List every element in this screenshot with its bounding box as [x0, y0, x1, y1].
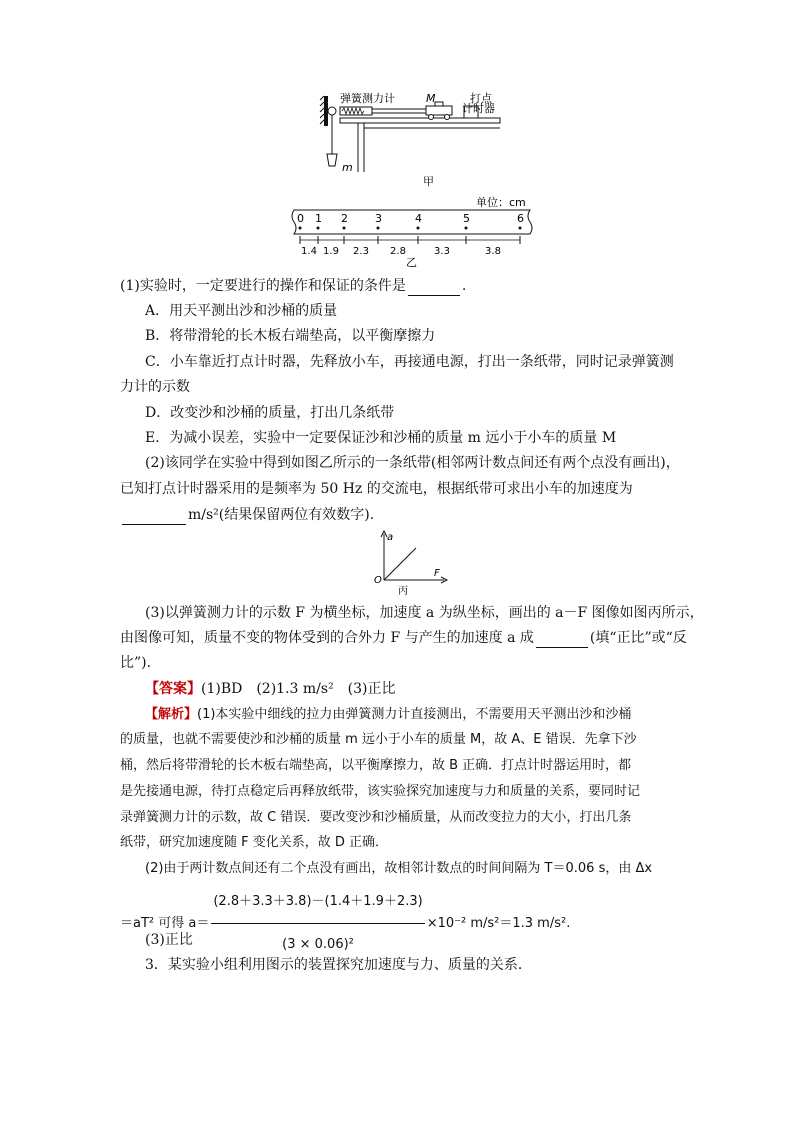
q1-stem: (1)实验时，一定要进行的操作和保证的条件是 .	[120, 278, 467, 294]
tape-point-label: 2	[341, 212, 348, 225]
figure-bing-caption: 丙	[398, 586, 408, 597]
cart-icon	[426, 106, 452, 115]
tape-point-label: 1	[315, 212, 322, 225]
tape-unit-label: 单位：cm	[476, 196, 526, 209]
figure-yi-tape	[286, 196, 540, 268]
analysis-line-1: 【解析】(1)本实验中细线的拉力由弹簧测力计直接测出，不需要用天平测出沙和沙桶	[145, 707, 632, 722]
tape-point-label: 6	[517, 212, 524, 225]
tape-segment-label: 3.3	[434, 246, 450, 257]
wall-icon	[320, 96, 328, 126]
analysis-line-2: 的质量，也就不需要使沙和沙桶的质量 m 远小于小车的质量 M，故 A、E 错误．先拿下沙	[120, 732, 637, 747]
q2-answer-blank[interactable]	[122, 510, 186, 525]
tape-segment-label: 2.3	[353, 246, 369, 257]
q2-line1: (2)该同学在实验中得到如图乙所示的一条纸带(相邻两计数点间还有两个点没有画出)，	[145, 455, 680, 471]
tape-point-label: 0	[297, 212, 304, 225]
q3-line3: 比”).	[120, 655, 152, 671]
svg-text:F: F	[434, 568, 440, 579]
spring-scale-label: 弹簧测力计	[340, 92, 395, 105]
tape-segment-label: 1.4	[301, 246, 317, 257]
q3-answer-blank[interactable]	[536, 633, 588, 648]
q1-option-b: B．将带滑轮的长木板右端垫高，以平衡摩擦力	[145, 328, 436, 344]
q2-line3: m/s²(结果保留两位有效数字).	[120, 505, 680, 525]
sand-bucket-icon	[327, 154, 337, 166]
analysis-part3: (3)正比	[145, 932, 193, 948]
q1-option-d: D．改变沙和沙桶的质量，打出几条纸带	[145, 405, 395, 421]
svg-text:M: M	[426, 92, 436, 105]
tape-segment-label: 1.9	[323, 246, 339, 257]
tape-point-label: 3	[375, 212, 382, 225]
tape-segment-label: 2.8	[390, 246, 406, 257]
q1-option-e: E．为减小误差，实验中一定要保证沙和沙桶的质量 m 远小于小车的质量 M	[145, 430, 617, 446]
answer-tag: 【答案】	[145, 681, 201, 697]
tape-dot	[299, 227, 302, 230]
figure-yi-caption: 乙	[406, 256, 417, 268]
a-f-line	[384, 548, 416, 580]
tape-dot	[377, 227, 380, 230]
answer-line: 【答案】(1)BD (2)1.3 m/s² (3)正比	[145, 681, 396, 697]
q2-line2: 已知打点计时器采用的是频率为 50 Hz 的交流电，根据纸带可求出小车的加速度为	[120, 481, 633, 497]
tape-segment-label: 3.8	[485, 246, 501, 257]
long-board	[340, 118, 500, 123]
svg-text:O: O	[374, 575, 382, 586]
pulley-left-icon	[328, 107, 336, 115]
tape-dot	[465, 227, 468, 230]
figure-jia-apparatus	[318, 92, 518, 192]
tape-dot	[317, 227, 320, 230]
tape-dot	[343, 227, 346, 230]
analysis-line-3: 桶，然后将带滑轮的长木板右端垫高，以平衡摩擦力，故 B 正确．打点计时器运用时，都	[120, 758, 632, 773]
svg-text:a: a	[387, 532, 394, 543]
next-question: 3．某实验小组利用图示的装置探究加速度与力、质量的关系．	[145, 957, 532, 973]
analysis-line-4: 是先接通电源，待打点稳定后再释放纸带，该实验探究加速度与力和质量的关系，要同时记	[120, 784, 641, 799]
acceleration-fraction: $\frac{(2.8+3.3+3.8)-(1.4+1.9+2.3)}{\text{(3 × 0.06)²}}$	[211, 882, 424, 965]
tape-point-label: 4	[415, 212, 422, 225]
q1-answer-blank[interactable]	[408, 281, 460, 296]
q1-option-c: C．小车靠近打点计时器，先释放小车，再接通电源，打出一条纸带，同时记录弹簧测	[145, 354, 674, 370]
analysis-line-5: 录弹簧测力计的示数，故 C 错误．要改变沙和沙桶质量，从而改变拉力的大小，打出几条	[120, 810, 632, 825]
tape-dot	[519, 227, 522, 230]
tape-point-label: 5	[463, 212, 470, 225]
svg-text:打点: 打点	[470, 92, 492, 105]
figure-jia-caption: 甲	[423, 175, 434, 188]
svg-text:m: m	[342, 161, 353, 174]
analysis-line-6: 纸带，研究加速度随 F 变化关系，故 D 正确．	[120, 835, 389, 850]
figure-bing-graph	[368, 528, 452, 598]
analysis-tag: 【解析】	[145, 707, 198, 722]
q3-line1: (3)以弹簧测力计的示数 F 为横坐标，加速度 a 为纵坐标，画出的 a－F 图像如图丙所示，	[145, 605, 704, 621]
analysis-part2-line1: (2)由于两计数点间还有二个点没有画出，故相邻计数点的时间间隔为 T＝0.06 s，由 Δx	[145, 861, 653, 876]
q3-line2: 由图像可知，质量不变的物体受到的合外力 F 与产生的加速度 a 成 (填“正比”或“反	[120, 630, 687, 646]
q1-option-a: A．用天平测出沙和沙桶的质量	[145, 303, 338, 319]
analysis-part2-formula: ＝aT² 可得 a＝ $\frac{(2.8+3.3+3.8)-(1.4+1.9+2.3)}{\text{(3 × 0.06)²}}$ ×10⁻² m/s²＝1.3 m/s².	[120, 882, 680, 965]
svg-text:计时器: 计时器	[462, 102, 495, 115]
tape-dot	[417, 227, 420, 230]
q1-option-c-cont: 力计的示数	[120, 379, 190, 395]
